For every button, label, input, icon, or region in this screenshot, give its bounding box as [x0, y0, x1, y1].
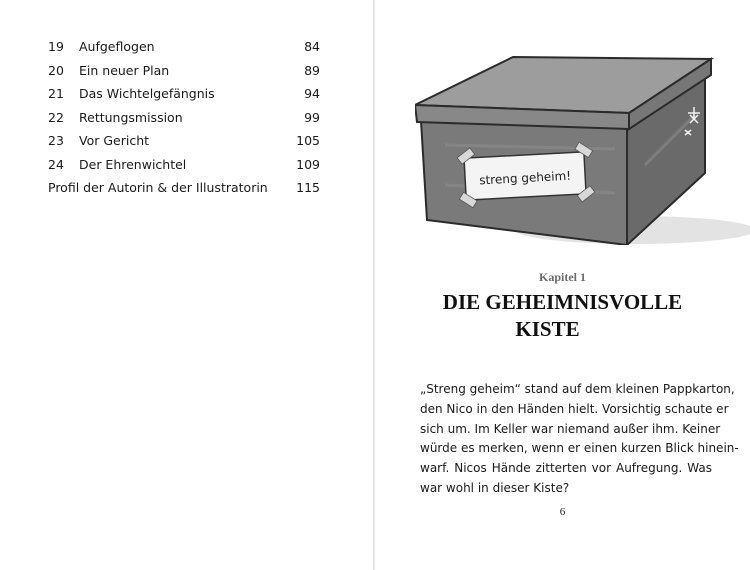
toc-entry	[48, 38, 320, 62]
toc-entry-number: 21	[48, 86, 64, 101]
box-label-text: streng geheim!	[478, 168, 572, 188]
toc-entry-title: Ein neuer Plan	[79, 62, 170, 78]
toc-entry	[48, 62, 320, 86]
toc-entry	[48, 156, 320, 180]
toc-entry	[48, 179, 320, 203]
toc-entry-number: 22	[48, 109, 64, 125]
toc-entry-title: Rettungsmission	[79, 109, 183, 125]
chapter-body	[420, 380, 739, 499]
body-line: warf. Nicos Hände zitterten vor Aufregung. Was	[420, 461, 712, 476]
toc-entry-title: Der Ehrenwichtel	[79, 156, 187, 172]
toc-entry-page: 94	[304, 86, 320, 101]
toc-entry-number: 20	[48, 62, 64, 78]
body-line: den Nico in den Händen hielt. Vorsichtig schaute er	[420, 401, 729, 416]
chapter-label: Kapitel 1	[539, 270, 586, 284]
chapter-title	[375, 289, 750, 343]
right-page	[375, 0, 750, 570]
toc-entry-page: 99	[304, 109, 320, 125]
chapter-title-line: KISTE	[515, 317, 580, 341]
page-number: 6	[559, 506, 566, 518]
left-page	[0, 0, 374, 570]
body-line: „Streng geheim“ stand auf dem kleinen Pappkarton,	[420, 382, 735, 396]
toc-entry-page: 115	[296, 180, 320, 195]
toc-entry-number: 19	[48, 39, 64, 54]
toc-entry-page: 105	[296, 133, 320, 148]
toc-entry-title: Vor Gericht	[79, 133, 150, 148]
table-of-contents	[48, 38, 320, 203]
body-line: sich um. Im Keller war niemand außer ihm. Keiner	[420, 421, 721, 436]
toc-entry-title: Das Wichtelgefängnis	[79, 86, 215, 101]
body-line: würde es merken, wenn er einen kurzen Blick hinein-	[420, 441, 739, 456]
toc-entry-number: 24	[48, 156, 64, 172]
toc-entry	[48, 109, 320, 133]
toc-entry	[48, 85, 320, 109]
toc-entry-page: 109	[296, 156, 320, 172]
chapter-title-line: DIE GEHEIMNISVOLLE	[442, 290, 683, 314]
toc-entry-page: 84	[304, 39, 320, 54]
toc-entry	[48, 132, 320, 156]
toc-entry-title: Aufgeflogen	[79, 39, 155, 54]
secret-box-illustration	[415, 45, 750, 245]
toc-entry-page: 89	[304, 62, 320, 78]
body-line: war wohl in dieser Kiste?	[420, 480, 570, 495]
toc-entry-number: 23	[48, 133, 64, 148]
toc-entry-title: Profil der Autorin & der Illustratorin	[48, 180, 268, 195]
